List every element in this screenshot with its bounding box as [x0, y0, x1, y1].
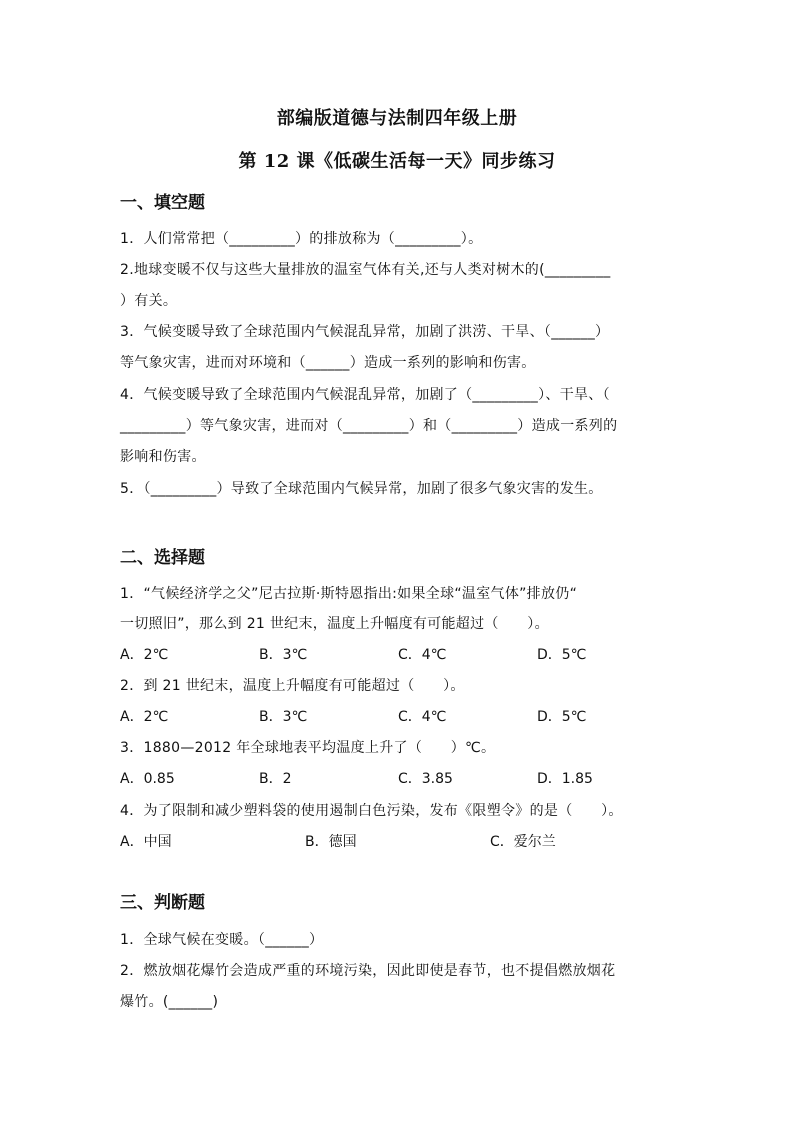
- question-text: 1．“气候经济学之父”尼古拉斯·斯特恩指出:如果全球“温室气体”排放仍“: [120, 586, 578, 602]
- option: C．4℃: [398, 709, 447, 725]
- option: B．3℃: [259, 709, 308, 725]
- option: A．0.85: [120, 771, 175, 787]
- document-title: 部编版道德与法制四年级上册: [276, 108, 518, 129]
- fill-line: 5．（_________）导致了全球范围内气候异常，加剧了很多气象灾害的发生。: [120, 481, 603, 497]
- section-heading-choice: 二、选择题: [120, 548, 205, 568]
- question-text: 4．为了限制和减少塑料袋的使用遏制白色污染，发布《限塑令》的是（ ）。: [120, 803, 623, 819]
- judge-line: 1．全球气候在变暖。（______）: [120, 932, 324, 948]
- option: D．1.85: [537, 771, 593, 787]
- option: D．5℃: [537, 709, 587, 725]
- option: A．中国: [120, 834, 172, 850]
- option: A．2℃: [120, 709, 169, 725]
- fill-line: 3．气候变暖导致了全球范围内气候混乱异常，加剧了洪涝、干旱、（______）: [120, 324, 610, 340]
- fill-line: 4．气候变暖导致了全球范围内气候混乱异常，加剧了（_________）、干旱、（: [120, 387, 610, 403]
- option: C．4℃: [398, 647, 447, 663]
- lesson-title: 第 12 课《低碳生活每一天》同步练习: [238, 151, 556, 172]
- question-text: 3．1880—2012 年全球地表平均温度上升了（ ）℃。: [120, 740, 496, 756]
- fill-line: ）有关。: [120, 293, 178, 309]
- section-heading-judge: 三、判断题: [120, 893, 205, 913]
- option: C．爱尔兰: [490, 834, 556, 850]
- option: C．3.85: [398, 771, 453, 787]
- option: A．2℃: [120, 647, 169, 663]
- section-heading-fill: 一、填空题: [120, 193, 205, 213]
- question-text: 2．到 21 世纪末，温度上升幅度有可能超过（ ）。: [120, 678, 465, 694]
- fill-line: 等气象灾害，进而对环境和（______）造成一系列的影响和伤害。: [120, 355, 536, 371]
- option: B．3℃: [259, 647, 308, 663]
- fill-line: 2.地球变暖不仅与这些大量排放的温室气体有关,还与人类对树木的(_________: [120, 262, 611, 278]
- question-text: 一切照旧”，那么到 21 世纪末，温度上升幅度有可能超过（ ）。: [120, 616, 549, 632]
- judge-line: 2．燃放烟花爆竹会造成严重的环境污染，因此即使是春节，也不提倡燃放烟花: [120, 963, 616, 979]
- option: D．5℃: [537, 647, 587, 663]
- option: B．德国: [305, 834, 357, 850]
- judge-line: 爆竹。(______): [120, 994, 219, 1010]
- fill-line: _________）等气象灾害，进而对（_________）和（_________）造成一系列的: [120, 418, 618, 434]
- fill-line: 影响和伤害。: [120, 449, 206, 465]
- fill-line: 1．人们常常把（_________）的排放称为（_________）。: [120, 231, 483, 247]
- option: B．2: [259, 771, 292, 787]
